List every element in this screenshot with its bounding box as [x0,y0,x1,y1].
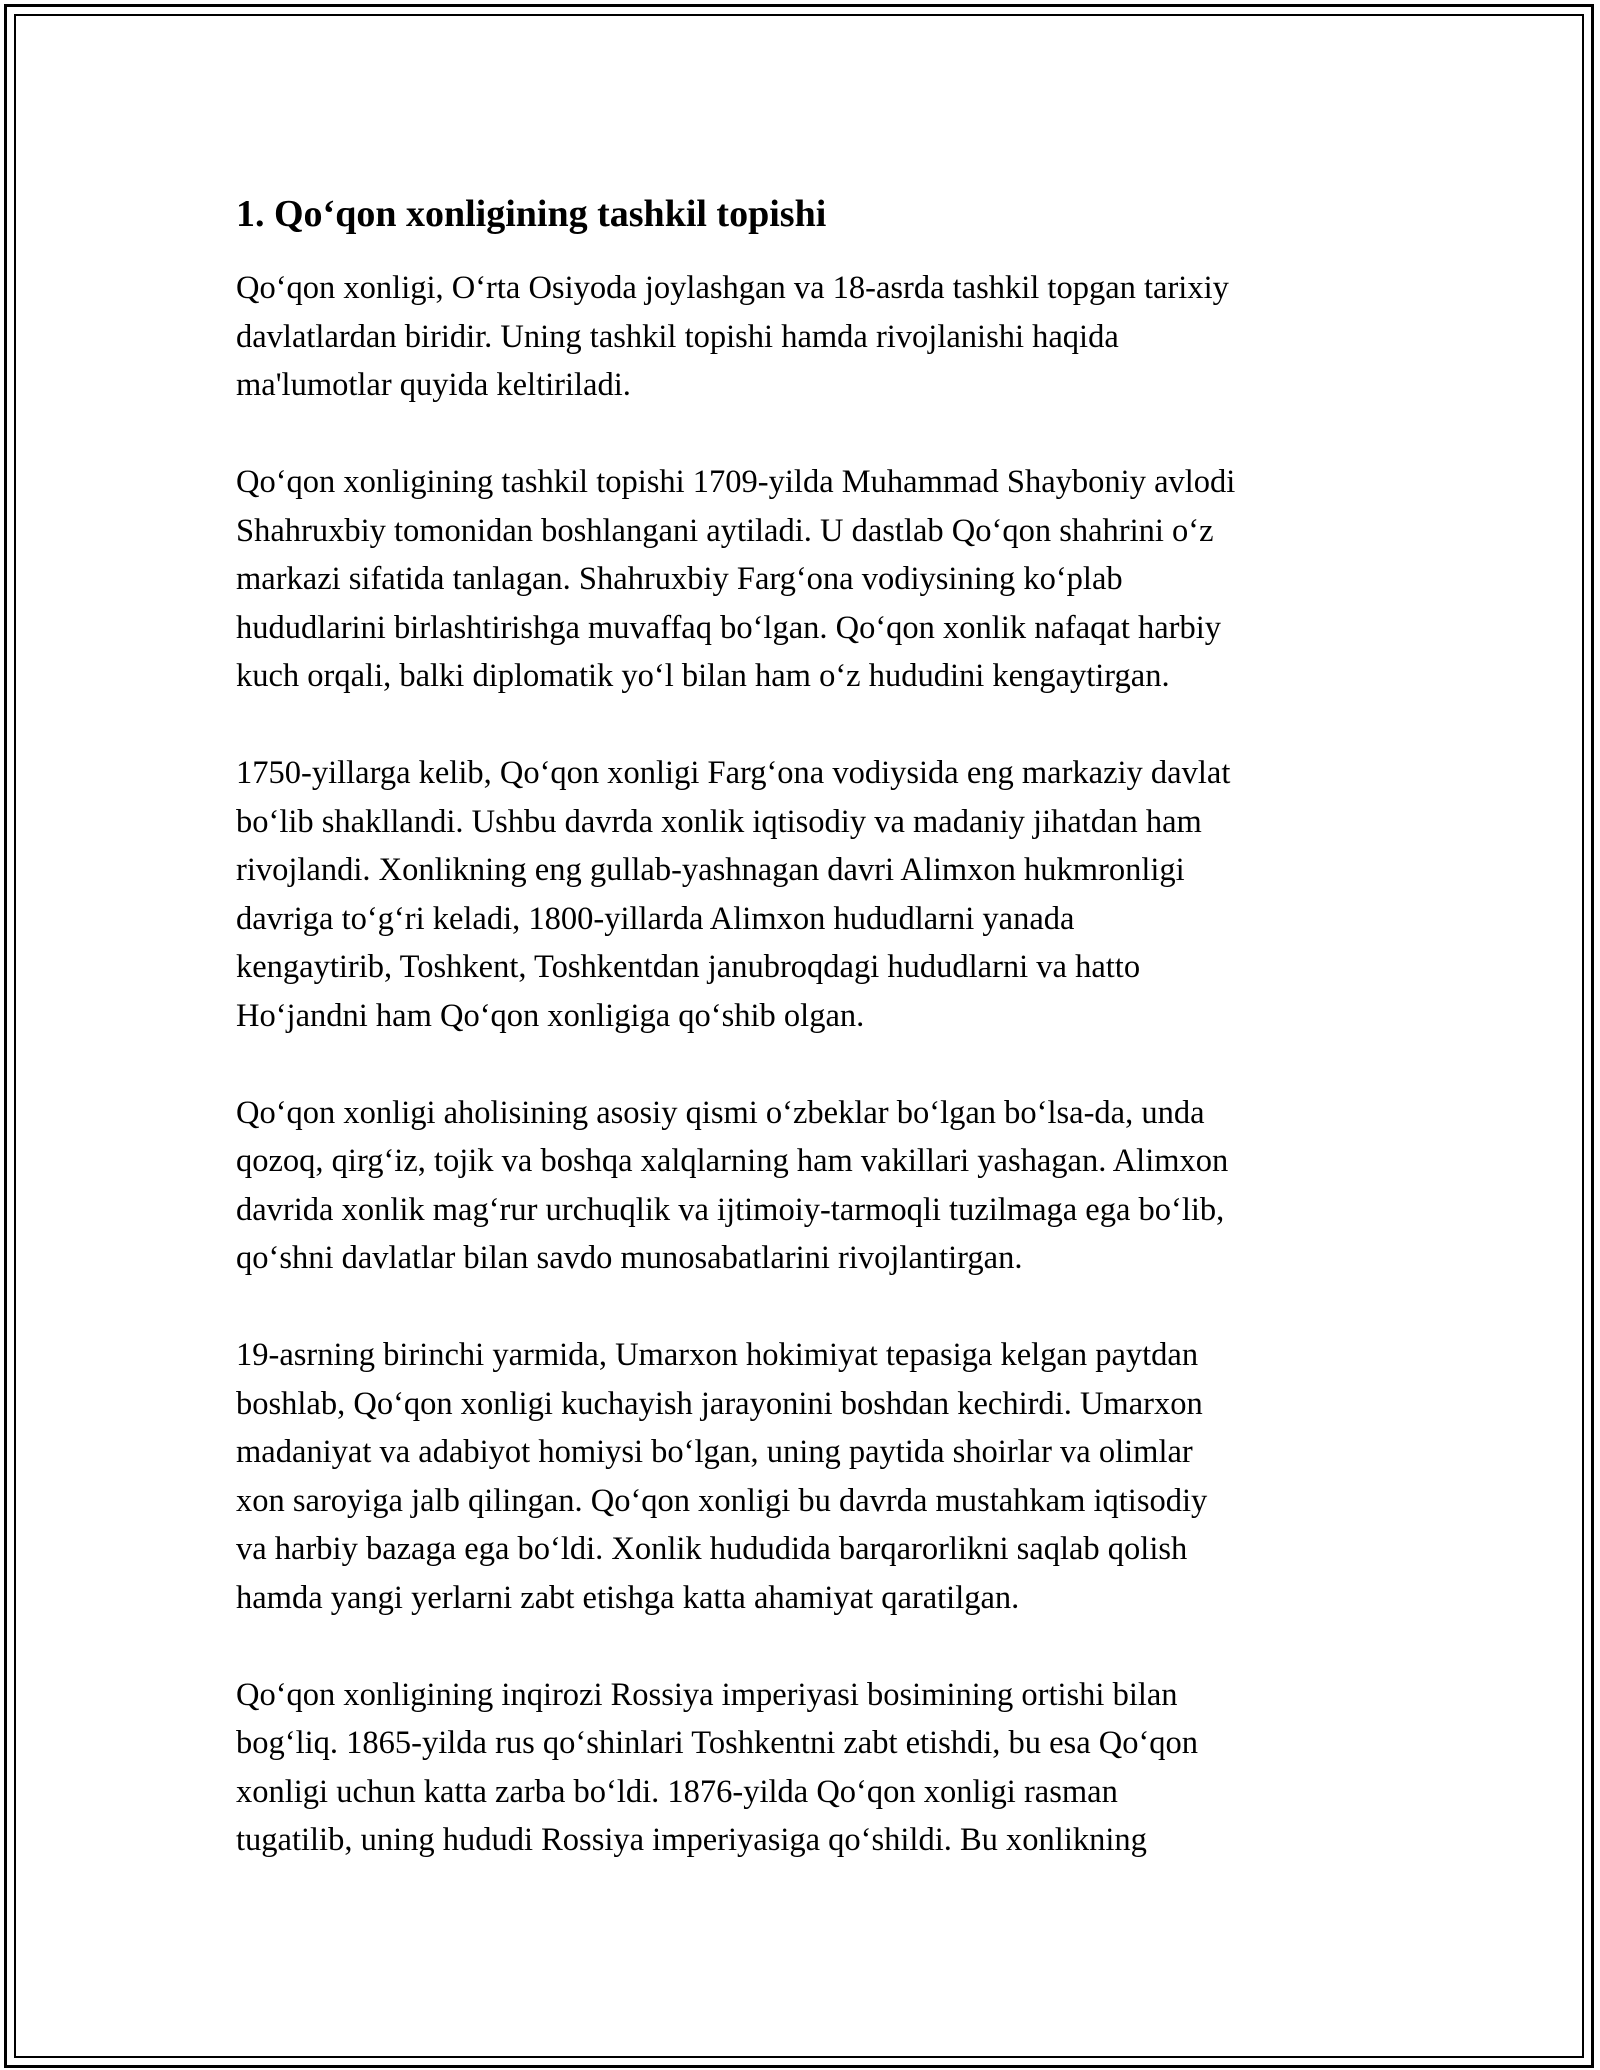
paragraph-2: Qo‘qon xonligining tashkil topishi 1709-yilda Muhammad Shayboniy avlodi Shahruxbiy tomonidan boshlangani aytiladi. U dastlab Qo‘qon shahrini o‘z markazi sifatida tanlagan. Shahruxbiy Farg‘ona vodiysining ko‘plab hududlarini birlashtirishga muvaffaq bo‘lgan. Qo‘qon xonlik nafaqat harbiy kuch orqali, balki diplomatik yo‘l bilan ham o‘z hududini kengaytirgan. [236,464,1236,694]
paragraph-1: Qo‘qon xonligi, O‘rta Osiyoda joylashgan va 18-asrda tashkil topgan tarixiy davlatlardan biridir. Uning tashkil topishi hamda rivojlanishi haqida ma'lumotlar quyida keltiriladi. [236,270,1229,403]
paragraph-5: 19-asrning birinchi yarmida, Umarxon hokimiyat tepasiga kelgan paytdan boshlab, Qo‘qon xonligi kuchayish jarayonini boshdan kechirdi. Umarxon madaniyat va adabiyot homiysi bo‘lgan, uning paytida shoirlar va olimlar xon saroyiga jalb qilingan. Qo‘qon xonligi bu davrda mustahkam iqtisodiy va harbiy bazaga ega bo‘ldi. Xonlik hududida barqarorlikni saqlab qolish hamda yangi yerlarni zabt etishga katta ahamiyat qaratilgan. [236,1337,1208,1616]
section-heading: 1. Qo‘qon xonligining tashkil topishi [236,193,827,235]
paragraph-6: Qo‘qon xonligining inqirozi Rossiya imperiyasi bosimining ortishi bilan bog‘liq. 1865-yilda rus qo‘shinlari Toshkentni zabt etishdi, bu esa Qo‘qon xonligi uchun katta zarba bo‘ldi. 1876-yilda Qo‘qon xonligi rasman tugatilib, uning hududi Rossiya imperiyasiga qo‘shildi. Bu xonlikning [236,1676,1199,1858]
paragraph-4: Qo‘qon xonligi aholisining asosiy qismi o‘zbeklar bo‘lgan bo‘lsa-da, unda qozoq, qirg‘iz, tojik va boshqa xalqlarning ham vakillari yashagan. Alimxon davrida xonlik mag‘rur urchuqlik va ijtimoiy-tarmoqli tuzilmaga ega bo‘lib, qo‘shni davlatlar bilan savdo munosabatlarini rivojlantirgan. [236,1094,1229,1276]
document-body [236,186,1386,1913]
paragraph-3: 1750-yillarga kelib, Qo‘qon xonligi Farg‘ona vodiysida eng markaziy davlat bo‘lib shakllandi. Ushbu davrda xonlik iqtisodiy va madaniy jihatdan ham rivojlandi. Xonlikning eng gullab-yashnagan davri Alimxon hukmronligi davriga to‘g‘ri keladi, 1800-yillarda Alimxon hududlarni yanada kengaytirib, Toshkent, Toshkentdan janubroqdagi hududlarni va hatto Ho‘jandni ham Qo‘qon xonligiga qo‘shib olgan. [236,755,1231,1034]
